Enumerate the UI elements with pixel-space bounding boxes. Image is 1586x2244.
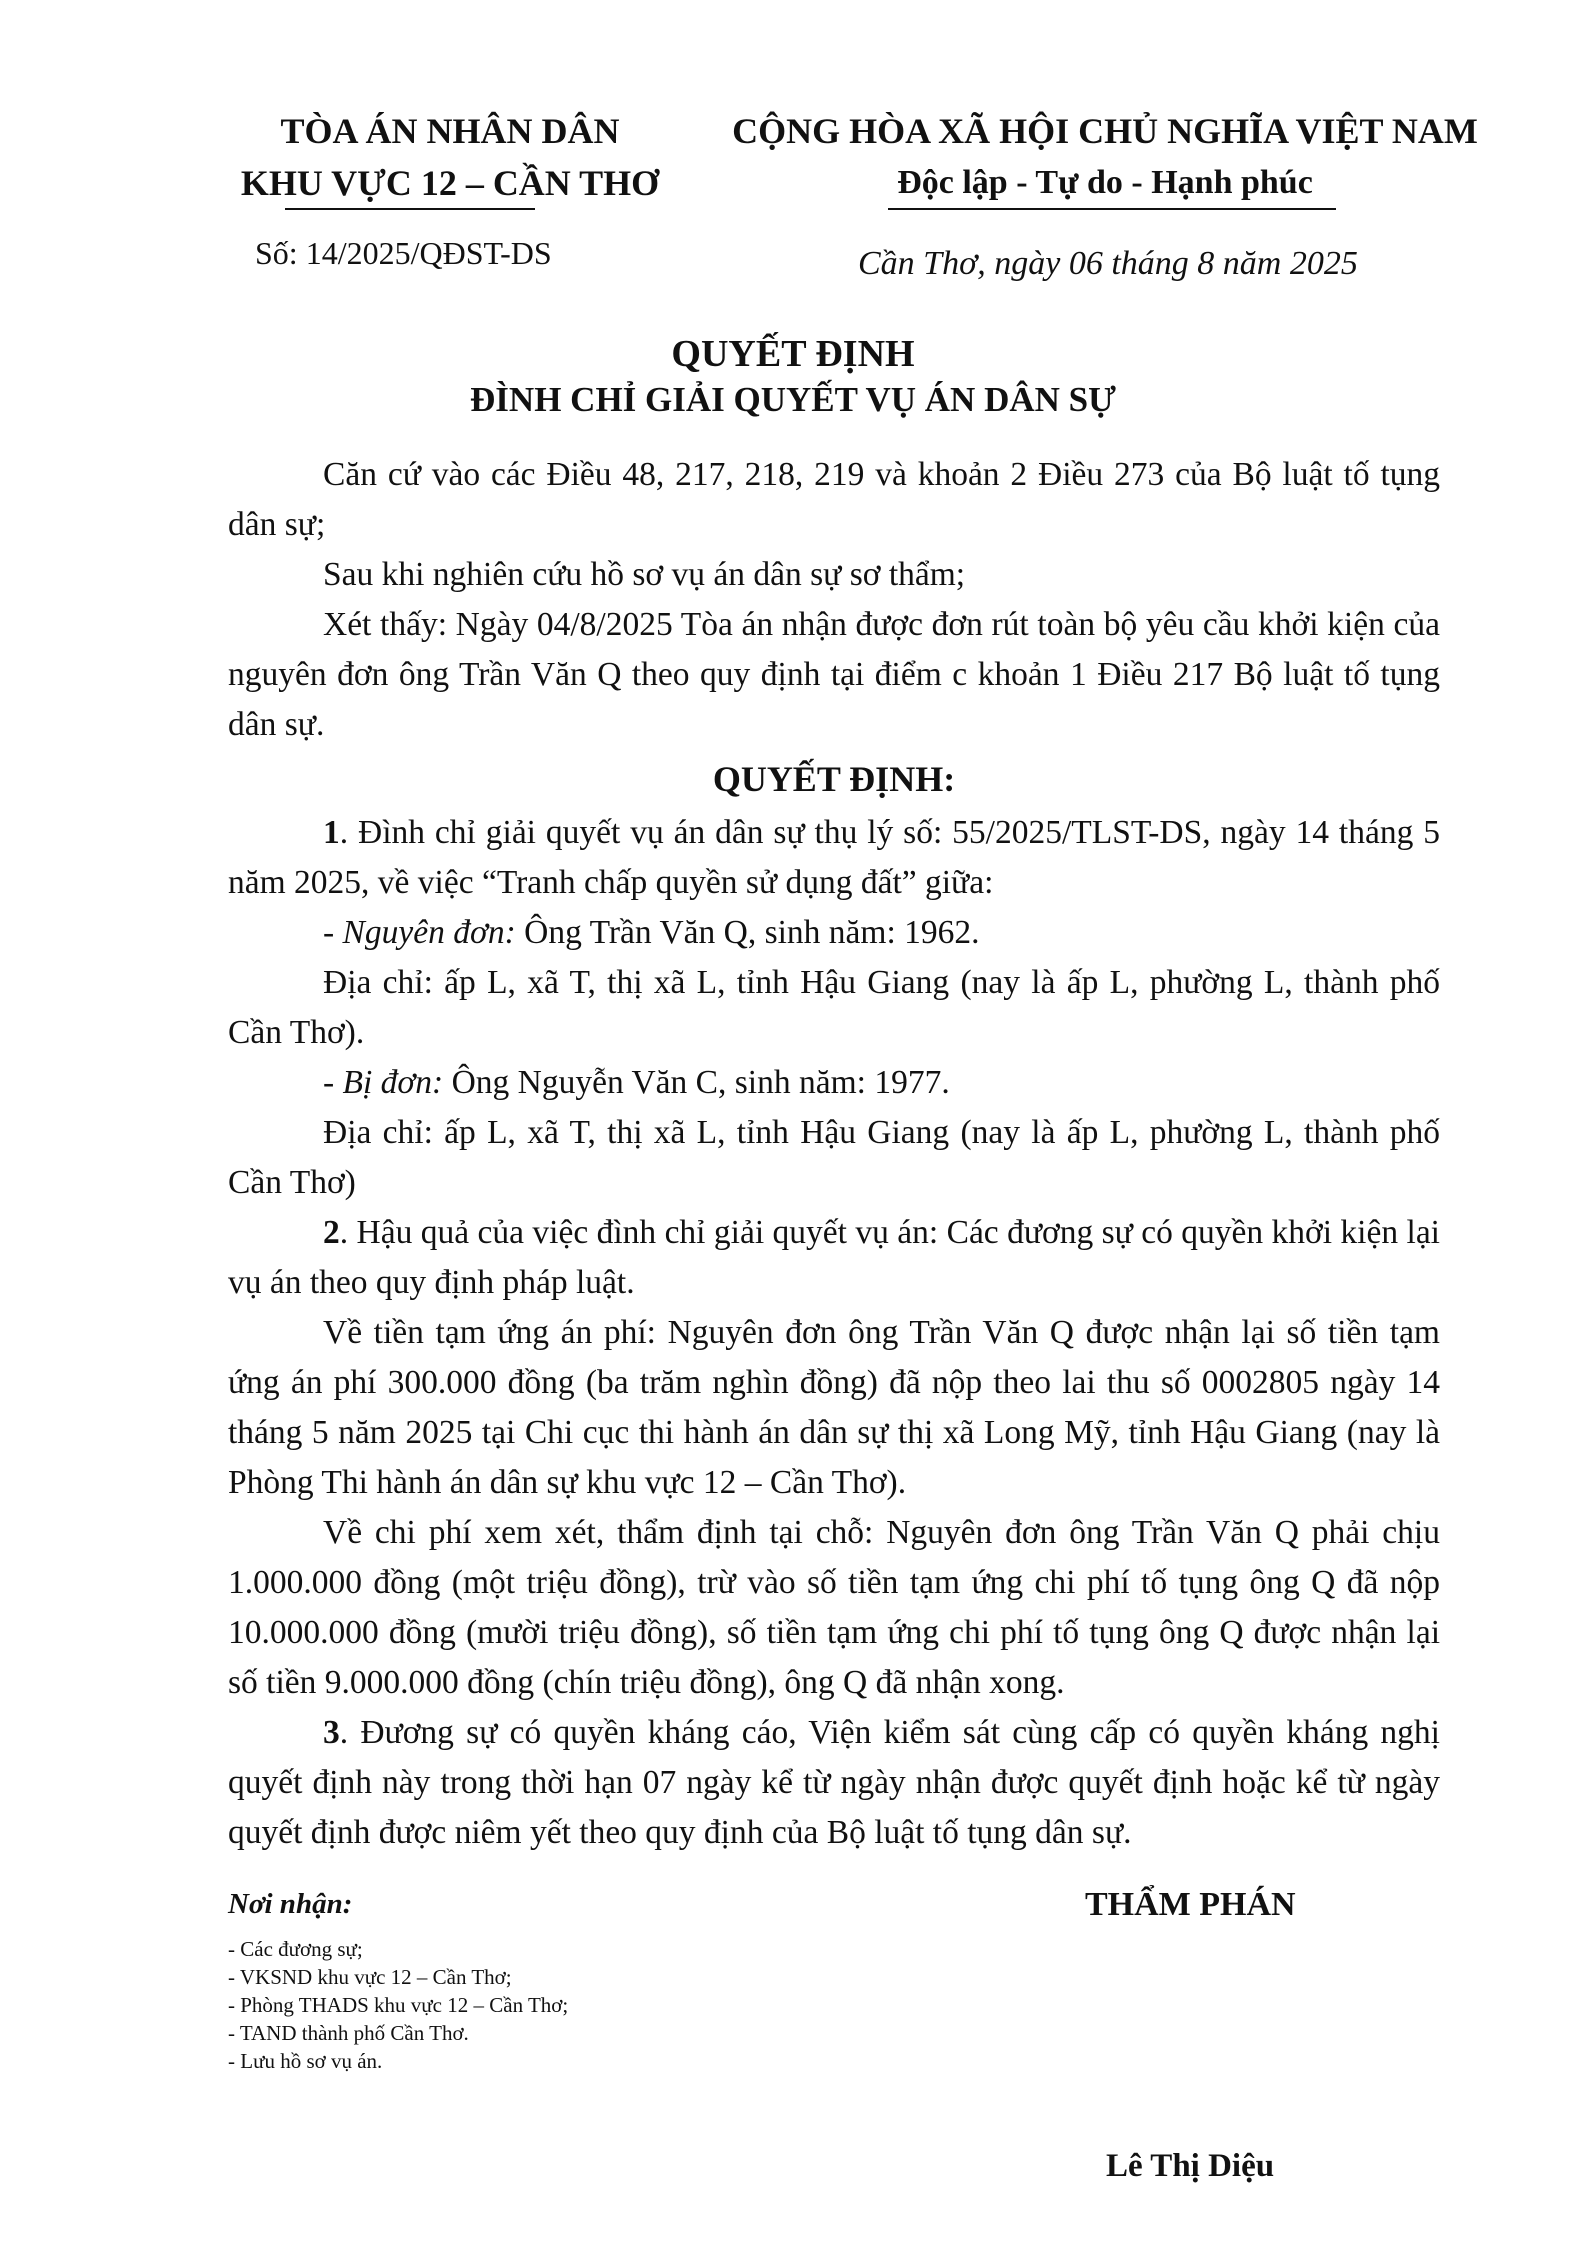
defendant-text: Ông Nguyễn Văn C, sinh năm: 1977. [443,1064,950,1101]
decision-item-2 [228,1208,1440,1308]
document-title: QUYẾT ĐỊNH [671,333,915,375]
item-3-number: 3 [323,1714,340,1751]
item-3-text: . Đương sự có quyền kháng cáo, Viện kiểm sát cùng cấp có quyền kháng nghị quyết định này trong thời hạn 07 ngày kể từ ngày nhận được quyết định hoặc kể từ ngày quyết định được niêm yết theo quy định của Bộ luật tố tụng dân sự. [228,1714,1440,1851]
recipients-list [228,1935,568,2075]
judge-name: Lê Thị Diệu [1106,2148,1275,2184]
recipients-title: Nơi nhận: [228,1888,353,1920]
plaintiff-address: Địa chỉ: ấp L, xã T, thị xã L, tỉnh Hậu Giang (nay là ấp L, phường L, thành phố Cần Thơ). [228,964,1440,1051]
consideration: Xét thấy: Ngày 04/8/2025 Tòa án nhận được đơn rút toàn bộ yêu cầu khởi kiện của nguyên đơn ông Trần Văn Q theo quy định tại điểm c khoản 1 Điều 217 Bộ luật tố tụng dân sự. [228,606,1440,743]
recipient-item: - Các đương sự; [228,1937,363,1961]
decision-item-1 [228,808,1440,908]
document-subtitle: ĐÌNH CHỈ GIẢI QUYẾT VỤ ÁN DÂN SỰ [470,380,1116,419]
item-2-number: 2 [323,1214,340,1251]
judge-title: THẨM PHÁN [1085,1886,1296,1923]
document-number: Số: 14/2025/QĐST-DS [255,235,552,271]
court-name: TÒA ÁN NHÂN DÂN [280,111,620,151]
document-body [228,450,1440,1858]
recipient-item: - TAND thành phố Cần Thơ. [228,2021,469,2045]
recipient-item: - VKSND khu vực 12 – Cần Thơ; [228,1965,512,1989]
decision-heading: QUYẾT ĐỊNH: [712,759,956,799]
item-2-text: . Hậu quả của việc đình chỉ giải quyết vụ án: Các đương sự có quyền khởi kiện lại vụ án theo quy định pháp luật. [228,1214,1440,1301]
court-underline [285,208,535,210]
item-1-text: . Đình chỉ giải quyết vụ án dân sự thụ lý số: 55/2025/TLST-DS, ngày 14 tháng 5 năm 2025, về việc “Tranh chấp quyền sử dụng đất” giữa: [228,814,1440,901]
motto: Độc lập - Tự do - Hạnh phúc [897,164,1313,201]
appraisal-cost-paragraph: Về chi phí xem xét, thẩm định tại chỗ: Nguyên đơn ông Trần Văn Q phải chịu 1.000.000 đồng (một triệu đồng), trừ vào số tiền tạm ứng chi phí tố tụng ông Q đã nộp 10.000.000 đồng (mười triệu đồng), số tiền tạm ứng chi phí tố tụng ông Q được nhận lại số tiền 9.000.000 đồng (chín triệu đồng), ông Q đã nhận xong. [228,1514,1440,1701]
place-date: Cần Thơ, ngày 06 tháng 8 năm 2025 [858,245,1358,282]
recipient-item: - Lưu hồ sơ vụ án. [228,2049,383,2073]
republic-name: CỘNG HÒA XÃ HỘI CHỦ NGHĨA VIỆT NAM [732,111,1478,151]
defendant-label: Bị đơn: [342,1064,444,1101]
recipient-item: - Phòng THADS khu vực 12 – Cần Thơ; [228,1993,569,2017]
defendant-address: Địa chỉ: ấp L, xã T, thị xã L, tỉnh Hậu Giang (nay là ấp L, phường L, thành phố Cần Thơ) [228,1114,1440,1201]
motto-underline [888,208,1336,210]
review-statement: Sau khi nghiên cứu hồ sơ vụ án dân sự sơ thẩm; [323,556,966,593]
defendant-line: - Bị đơn: Ông Nguyễn Văn C, sinh năm: 1977. [323,1064,950,1101]
item-1-number: 1 [323,814,340,851]
plaintiff-text: Ông Trần Văn Q, sinh năm: 1962. [515,914,980,951]
plaintiff-label: Nguyên đơn: [342,914,516,951]
republic-header [690,105,1520,209]
plaintiff-line: - Nguyên đơn: Ông Trần Văn Q, sinh năm: 1962. [323,914,980,951]
court-region: KHU VỰC 12 – CẦN THƠ [240,163,660,203]
decision-item-3 [228,1708,1440,1858]
court-header [230,105,670,209]
legal-basis: Căn cứ vào các Điều 48, 217, 218, 219 và khoản 2 Điều 273 của Bộ luật tố tụng dân sự; [228,456,1440,543]
court-fee-paragraph: Về tiền tạm ứng án phí: Nguyên đơn ông Trần Văn Q được nhận lại số tiền tạm ứng án phí 300.000 đồng (ba trăm nghìn đồng) đã nộp theo lai thu số 0002805 ngày 14 tháng 5 năm 2025 tại Chi cục thi hành án dân sự thị xã Long Mỹ, tỉnh Hậu Giang (nay là Phòng Thi hành án dân sự khu vực 12 – Cần Thơ). [228,1314,1440,1501]
